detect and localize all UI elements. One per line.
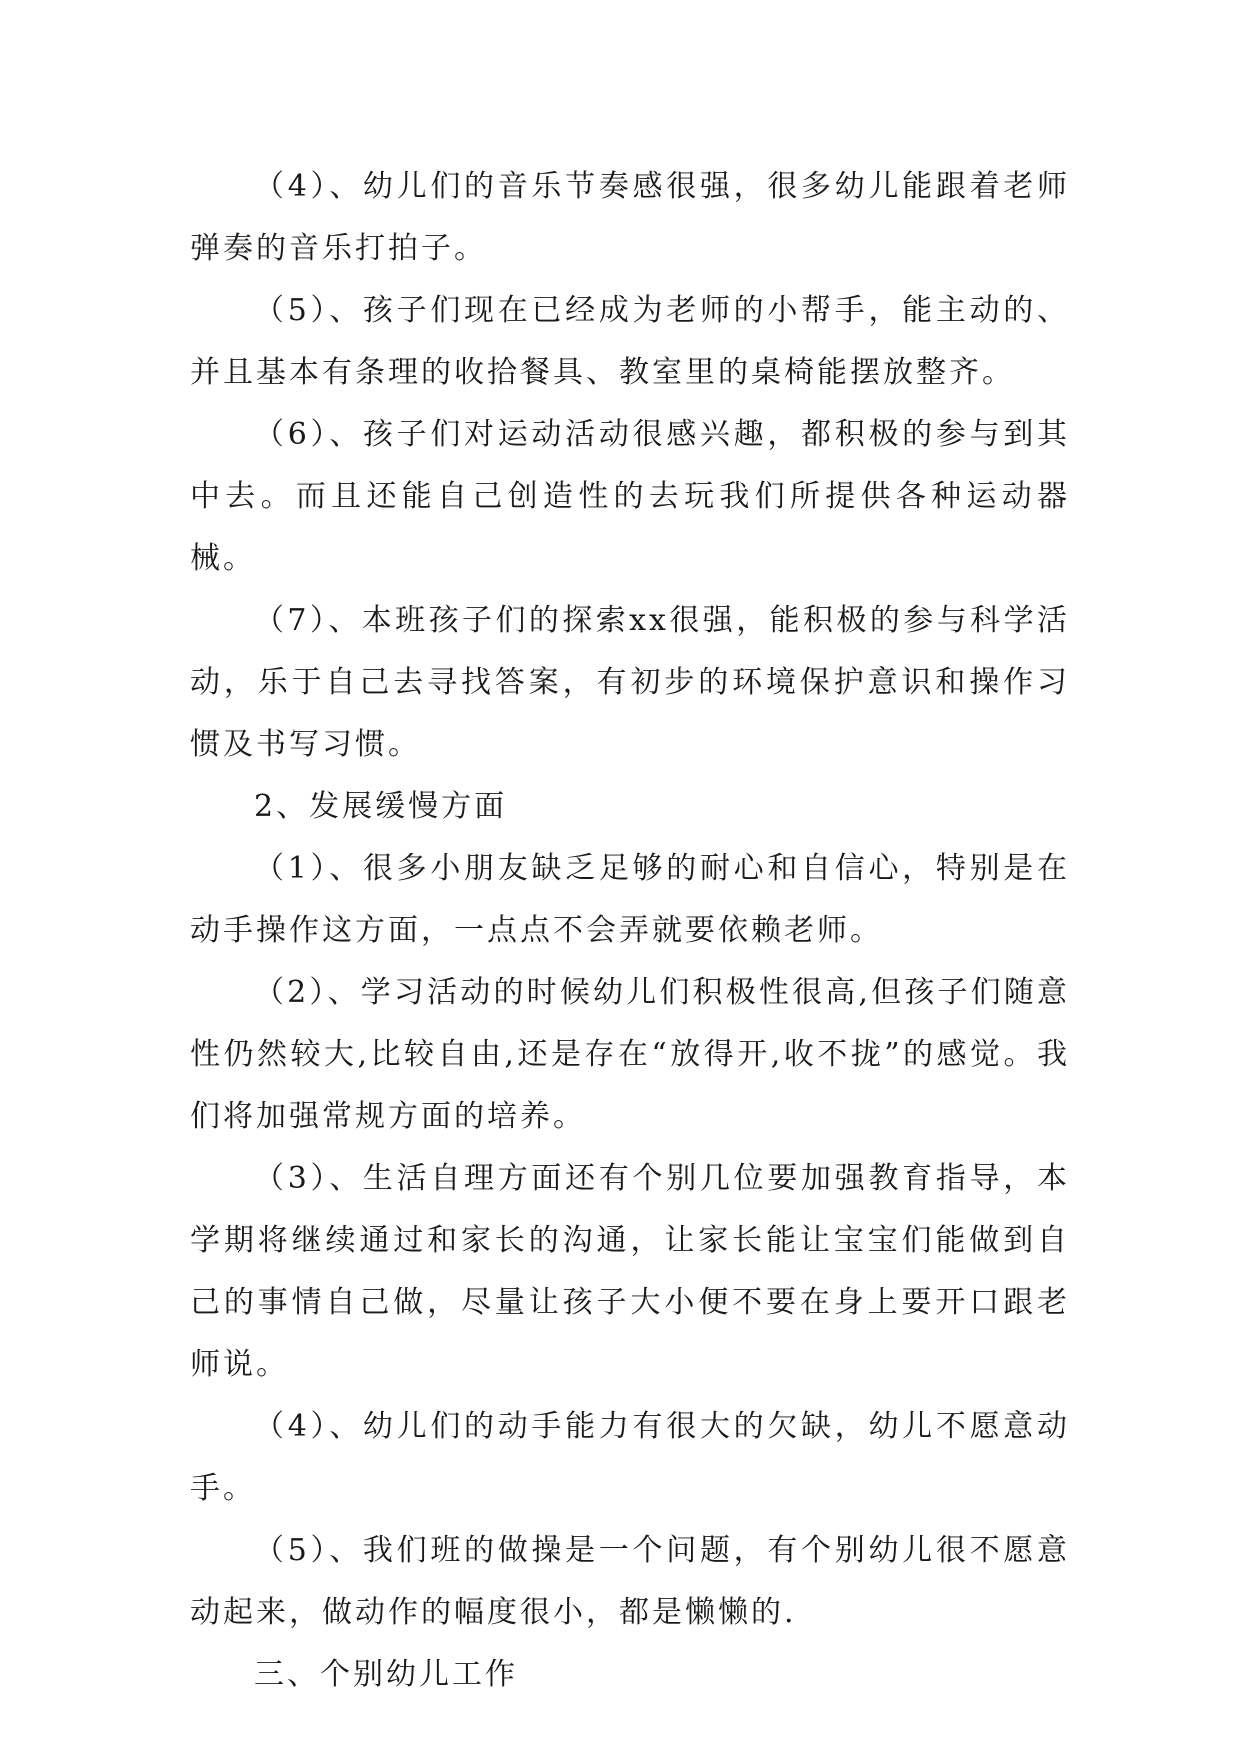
paragraph-exercise: （5）、我们班的做操是一个问题，有个别幼儿很不愿意动起来，做动作的幅度很小，都是懒懒的. xyxy=(190,1533,1070,1630)
paragraph-learning-activities: （2）、学习活动的时候幼儿们积极性很高,但孩子们随意性仍然较大,比较自由,还是存在“放得开,收不拢”的感觉。我们将加强常规方面的培养。 xyxy=(190,975,1070,1134)
paragraph-hands-on-ability: （4）、幼儿们的动手能力有很大的欠缺，幼儿不愿意动手。 xyxy=(190,1409,1070,1506)
paragraph-little-helper: （5）、孩子们现在已经成为老师的小帮手，能主动的、并且基本有条理的收拾餐具、教室里的桌椅能摆放整齐。 xyxy=(190,293,1070,390)
section-heading-slow-development: 2、发展缓慢方面 xyxy=(254,789,508,824)
paragraph-patience-confidence: （1）、很多小朋友缺乏足够的耐心和自信心，特别是在动手操作这方面，一点点不会弄就要依赖老师。 xyxy=(190,851,1070,948)
paragraph-music-rhythm: （4）、幼儿们的音乐节奏感很强，很多幼儿能跟着老师弹奏的音乐打拍子。 xyxy=(190,169,1070,266)
document-body xyxy=(190,156,1070,1706)
paragraph-exploration: （7）、本班孩子们的探索xx很强，能积极的参与科学活动，乐于自己去寻找答案，有初步的环境保护意识和操作习惯及书写习惯。 xyxy=(190,603,1070,762)
section-heading-individual-work: 三、个别幼儿工作 xyxy=(254,1657,518,1692)
paragraph-self-care: （3）、生活自理方面还有个别几位要加强教育指导，本学期将继续通过和家长的沟通，让家长能让宝宝们能做到自己的事情自己做，尽量让孩子大小便不要在身上要开口跟老师说。 xyxy=(190,1161,1070,1382)
paragraph-sports-interest: （6）、孩子们对运动活动很感兴趣，都积极的参与到其中去。而且还能自己创造性的去玩我们所提供各种运动器械。 xyxy=(190,417,1070,576)
